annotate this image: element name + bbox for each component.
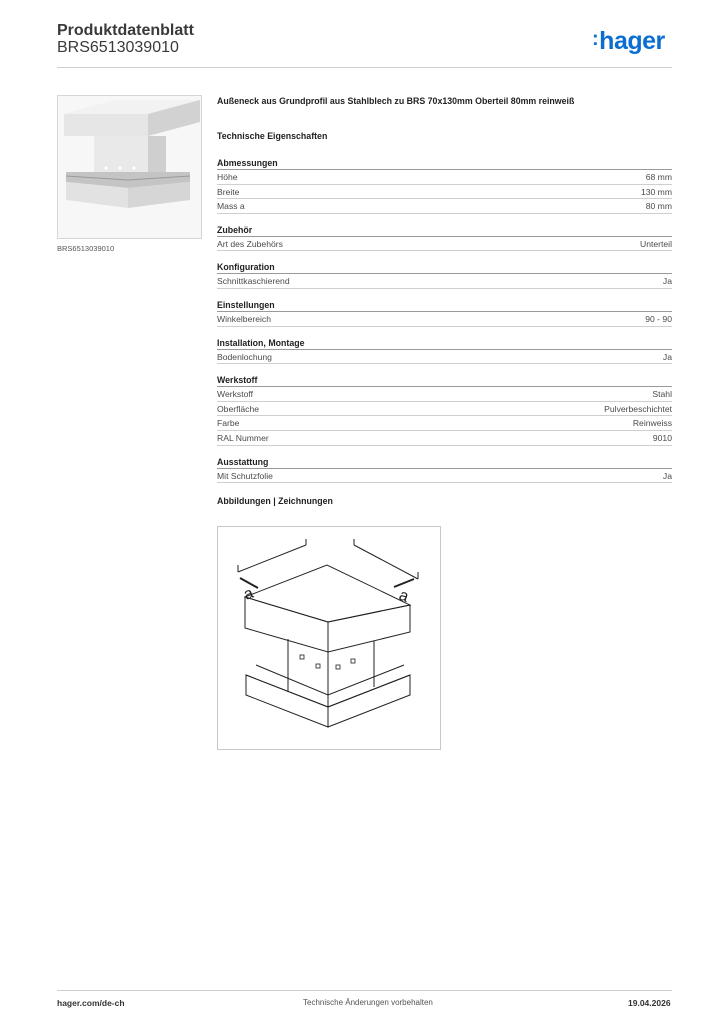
spec-label: Werkstoff <box>217 389 253 400</box>
footer-divider <box>57 990 672 991</box>
spec-section <box>217 157 672 214</box>
spec-label: Winkelbereich <box>217 313 271 324</box>
spec-row <box>217 237 672 252</box>
spec-label: Oberfläche <box>217 403 260 414</box>
section-title: Konfiguration <box>217 261 672 274</box>
product-code: BRS6513039010 <box>57 39 179 56</box>
spec-row <box>217 416 672 431</box>
section-title: Abmessungen <box>217 157 672 170</box>
spec-label: Mit Schutzfolie <box>217 470 273 481</box>
product-photo-icon <box>58 96 201 238</box>
spec-row <box>217 312 672 327</box>
spec-value: 90 - 90 <box>645 313 672 324</box>
spec-label: Art des Zubehörs <box>217 238 283 249</box>
spec-section <box>217 224 672 252</box>
spec-value: 80 mm <box>645 201 672 212</box>
dimension-label-a-left: a <box>241 584 256 604</box>
spec-value: Ja <box>662 276 672 287</box>
section-title: Werkstoff <box>217 374 672 387</box>
spec-label: Mass a <box>217 201 245 212</box>
spec-row <box>217 402 672 417</box>
technical-heading: Technische Eigenschaften <box>217 131 328 141</box>
spec-value: 9010 <box>652 432 672 443</box>
product-details <box>217 96 672 506</box>
spec-label: RAL Nummer <box>217 432 269 443</box>
product-image <box>57 95 202 239</box>
image-caption: BRS6513039010 <box>57 244 115 253</box>
spec-value: Reinweiss <box>632 418 672 429</box>
logo-text: hager <box>599 27 665 55</box>
spec-section <box>217 261 672 289</box>
technical-drawing <box>217 526 441 750</box>
section-title: Installation, Montage <box>217 337 672 350</box>
spec-row <box>217 469 672 484</box>
spec-value: 68 mm <box>645 172 672 182</box>
spec-value: Ja <box>662 351 672 362</box>
footer-website[interactable]: hager.com/de-ch <box>57 998 125 1008</box>
section-title: Ausstattung <box>217 456 672 469</box>
spec-row <box>217 170 672 185</box>
spec-value: 130 mm <box>640 186 672 197</box>
drawings-heading: Abbildungen | Zeichnungen <box>217 496 333 507</box>
spec-row <box>217 185 672 200</box>
section-title: Zubehör <box>217 224 672 237</box>
spec-value: Ja <box>662 470 672 481</box>
spec-sections <box>217 157 672 483</box>
spec-label: Höhe <box>217 172 238 182</box>
header-divider <box>57 67 672 68</box>
section-title: Einstellungen <box>217 299 672 312</box>
spec-section <box>217 337 672 365</box>
footer-note: Technische Änderungen vorbehalten <box>303 998 433 1007</box>
dimension-label-a-right: a <box>396 586 411 606</box>
spec-row <box>217 199 672 214</box>
spec-row <box>217 387 672 402</box>
spec-value: Stahl <box>652 389 672 400</box>
footer-date: 19.04.2026 <box>628 998 671 1008</box>
spec-value: Pulverbeschichtet <box>604 403 672 414</box>
spec-label: Bodenlochung <box>217 351 272 362</box>
spec-label: Breite <box>217 186 240 197</box>
hager-logo: :hager <box>592 27 665 55</box>
spec-row <box>217 431 672 446</box>
spec-label: Farbe <box>217 418 240 429</box>
spec-section <box>217 299 672 327</box>
document-title: Produktdatenblatt <box>57 22 194 39</box>
spec-value: Unterteil <box>640 238 672 249</box>
spec-label: Schnittkaschierend <box>217 276 290 287</box>
spec-row <box>217 350 672 365</box>
spec-section <box>217 374 672 445</box>
product-description: Außeneck aus Grundprofil aus Stahlblech zu BRS 70x130mm Oberteil 80mm reinweiß <box>217 96 575 106</box>
spec-row <box>217 274 672 289</box>
corner-drawing-icon <box>218 527 440 749</box>
spec-section <box>217 456 672 484</box>
